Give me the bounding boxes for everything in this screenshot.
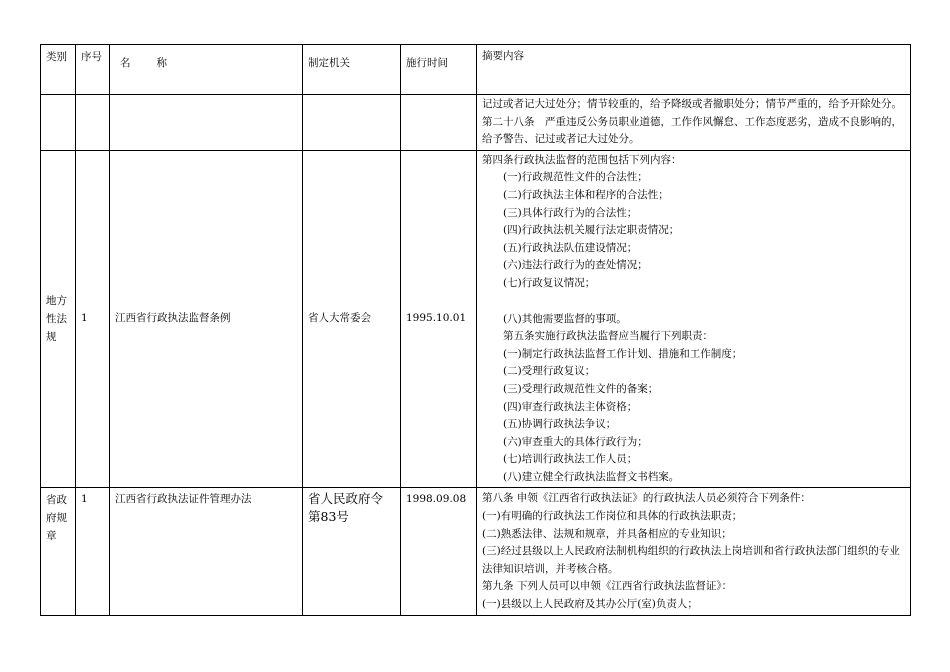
- summary-line: (四)行政执法机关履行法定职责情况；: [503, 224, 680, 237]
- row-issuer: 省人民政府令第83号: [303, 488, 401, 615]
- row-law-name: 江西省行政执法证件管理办法: [110, 488, 303, 615]
- table-row-gov-regulation: [41, 488, 911, 615]
- header-summary: 摘要内容: [477, 45, 911, 95]
- summary-line: (四)审查行政执法主体资格；: [503, 400, 638, 413]
- header-seq: 序号: [76, 45, 110, 95]
- cont-date: [401, 95, 477, 151]
- summary-line: 第二十八条 严重违反公务员职业道德，工作作风懈怠、工作态度恶劣，造成不良影响的，给予警告、记过或者记大过处分。: [482, 115, 902, 146]
- row-summary: [477, 150, 911, 488]
- cont-summary: [477, 95, 911, 151]
- summary-line: 第五条实施行政执法监督应当履行下列职责：: [503, 330, 713, 343]
- summary-line: (三)经过县级以上人民政府法制机构组织的行政执法上岗培训和省行政执法部门组织的专业法律知识培训，并考核合格。: [482, 545, 900, 575]
- row-seq: 1: [76, 150, 110, 488]
- row-date: 1995.10.01: [401, 150, 477, 488]
- summary-line: (二)熟悉法律、法规和规章，并具备相应的专业知识；: [482, 527, 732, 540]
- summary-line: (一)制定行政执法监督工作计划、措施和工作制度；: [503, 347, 743, 360]
- summary-line: (八)其他需要监督的事项。: [503, 312, 627, 325]
- summary-line: (五)协调行政执法争议；: [503, 418, 617, 431]
- summary-line: (六)违法行政行为的查处情况；: [503, 259, 648, 272]
- table-row-continuation: [41, 95, 911, 151]
- header-name: [110, 45, 303, 95]
- summary-line: (三)受理行政规范性文件的备案；: [503, 382, 659, 395]
- row-category: 省政府规章: [41, 488, 76, 615]
- cont-seq: [76, 95, 110, 151]
- summary-line: (三)具体行政行为的合法性；: [503, 206, 638, 219]
- header-date: 施行时间: [401, 45, 477, 95]
- summary-line: 第九条 下列人员可以申领《江西省行政执法监督证》：: [482, 580, 733, 593]
- row-law-name: 江西省行政执法监督条例: [110, 150, 303, 488]
- law-table: [40, 44, 911, 616]
- summary-line: (一)县级以上人民政府及其办公厅(室)负责人；: [482, 598, 698, 611]
- table-row-local-regulation: [41, 150, 911, 488]
- summary-line: (六)审查重大的具体行政行为；: [503, 435, 648, 448]
- summary-line: (一)有明确的行政执法工作岗位和具体的行政执法职责；: [482, 510, 743, 523]
- summary-line: (八)建立健全行政执法监督文书档案。: [503, 470, 680, 483]
- summary-line: (七)培训行政执法工作人员；: [503, 453, 638, 466]
- header-name-b: 称: [156, 57, 167, 69]
- row-issuer: 省人大常委会: [303, 150, 401, 488]
- summary-line: (二)行政执法主体和程序的合法性；: [503, 188, 669, 201]
- summary-line: (一)行政规范性文件的合法性；: [503, 171, 648, 184]
- summary-line: (二)受理行政复议；: [503, 365, 596, 378]
- table-header-row: [41, 45, 911, 95]
- row-seq: 1: [76, 488, 110, 615]
- summary-line: 第四条行政执法监督的范围包括下列内容：: [482, 153, 682, 166]
- summary-line: (七)行政复议情况；: [503, 276, 596, 289]
- cont-name: [110, 95, 303, 151]
- header-name-a: 名: [120, 57, 131, 69]
- summary-line: (五)行政执法队伍建设情况；: [503, 241, 638, 254]
- summary-line: 第八条 申领《江西省行政执法证》的行政执法人员必须符合下列条件：: [482, 492, 811, 505]
- cont-category: [41, 95, 76, 151]
- blank-line: [482, 293, 905, 311]
- cont-issuer: [303, 95, 401, 151]
- row-date: 1998.09.08: [401, 488, 477, 615]
- header-issuer: 制定机关: [303, 45, 401, 95]
- header-category: 类别: [41, 45, 76, 95]
- row-category: 地方性法规: [41, 150, 76, 488]
- row-summary: [477, 488, 911, 615]
- summary-line: 记过或者记大过处分；情节较重的，给予降级或者撤职处分；情节严重的，给予开除处分。: [482, 98, 902, 110]
